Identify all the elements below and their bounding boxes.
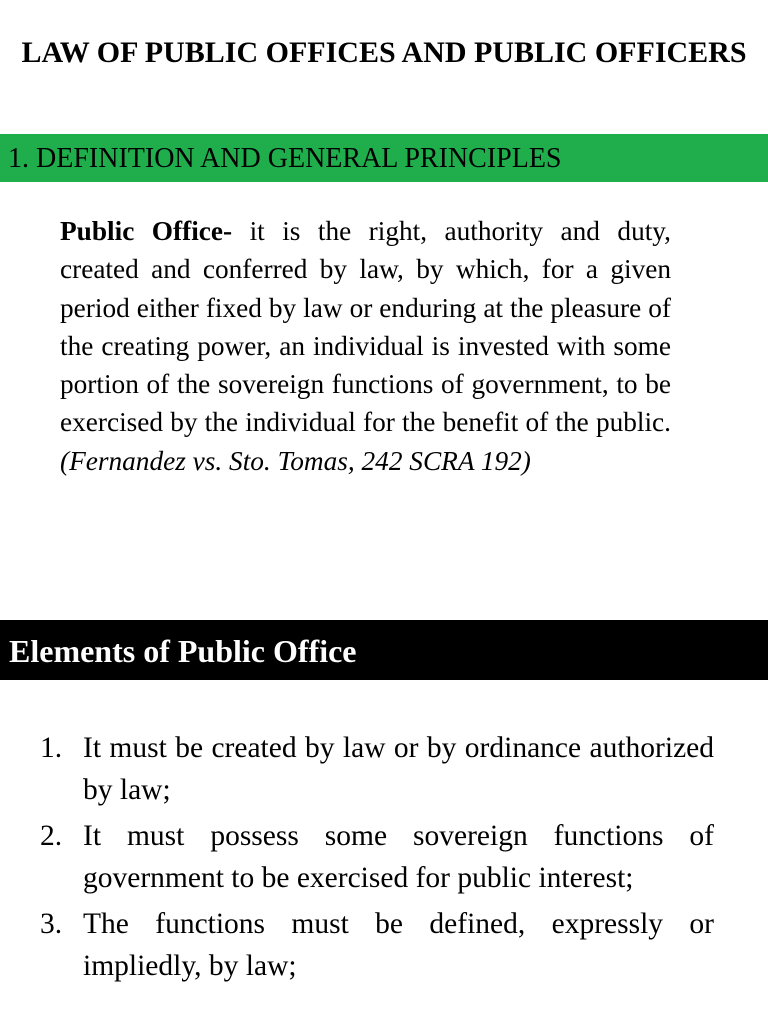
elements-heading-banner: Elements of Public Office	[0, 620, 768, 680]
list-item-number: 2.	[40, 820, 63, 852]
list-item	[0, 728, 714, 811]
list-item-text: The functions must be defined, expressly or impliedly, by law;	[83, 908, 714, 982]
list-item-text: It must possess some sovereign functions of government to be exercised for public interest;	[83, 820, 714, 894]
definition-paragraph	[60, 212, 671, 480]
definition-citation: (Fernandez vs. Sto. Tomas, 242 SCRA 192)	[60, 445, 531, 476]
page-title: LAW OF PUBLIC OFFICES AND PUBLIC OFFICERS	[21, 36, 747, 69]
list-item-number: 1.	[40, 732, 63, 764]
list-item	[0, 904, 714, 987]
list-item	[0, 816, 714, 899]
list-item-text: It must be created by law or by ordinance authorized by law;	[83, 732, 714, 806]
elements-list	[0, 728, 768, 992]
definition-body: it is the right, authority and duty, created and conferred by law, by which, for a given period either fixed by law or enduring at the pleasure of the creating power, an individual is invested with some portion of the sovereign functions of government, to be exercised by the individual for the benefit of the public.	[60, 216, 671, 438]
list-item-number: 3.	[40, 908, 63, 940]
section-heading-banner: 1. DEFINITION AND GENERAL PRINCIPLES	[0, 134, 768, 182]
definition-term: Public Office-	[60, 216, 233, 246]
